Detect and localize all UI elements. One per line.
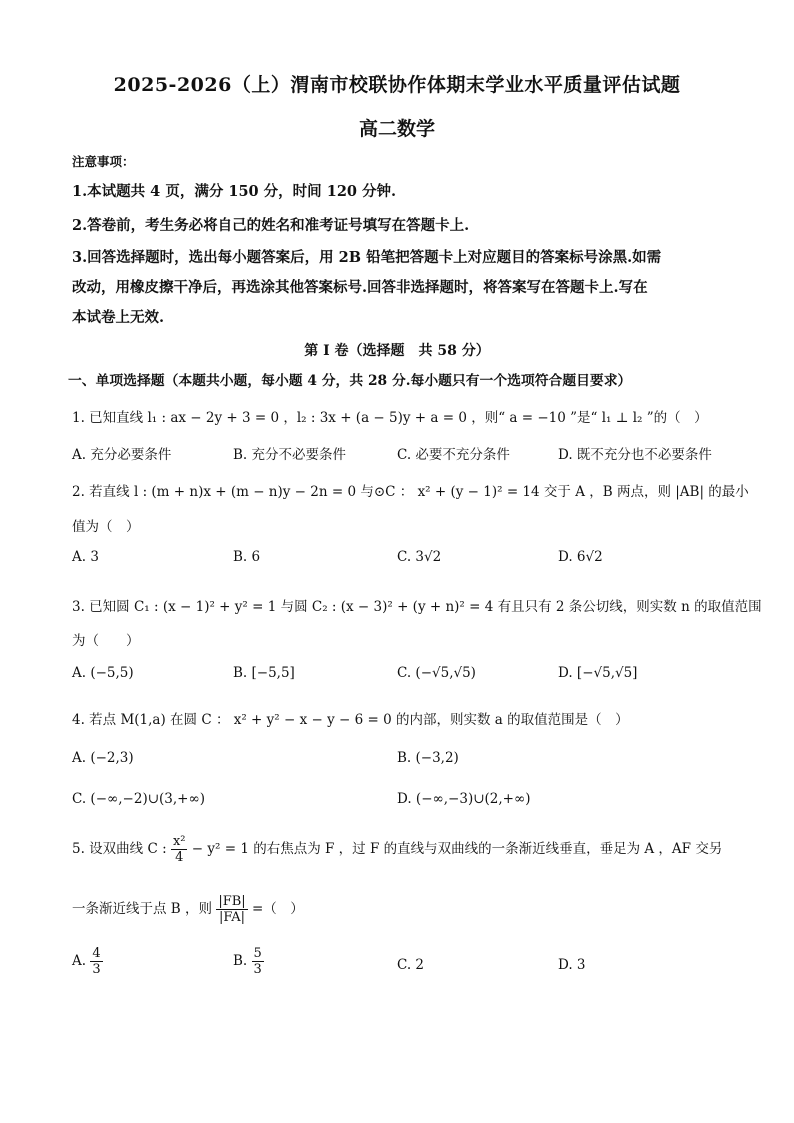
option-b-fraction (252, 946, 264, 977)
fraction-numerator: |FB| (218, 894, 246, 909)
option-label: B. (233, 953, 248, 969)
question-3-option-c: C. (−√5,√5) (397, 665, 476, 681)
fraction-numerator: 5 (253, 946, 262, 961)
question-5-option-b (233, 946, 264, 977)
question-5-stem-prefix: 5. 设双曲线 C : (72, 841, 167, 857)
question-5-fraction-fb-over-fa (216, 894, 247, 925)
question-3-option-d: D. [−√5,√5] (558, 665, 638, 681)
question-2-stem-line-1: 2. 若直线 l : (m + n)x + (m − n)y − 2n = 0 与⊙C ： x² + (y − 1)² = 14 交于 A ，B 两点，则 |AB| 的最小 (72, 484, 749, 500)
notice-item-2: 2.答卷前，考生务必将自己的姓名和准考证号填写在答题卡上. (72, 217, 470, 234)
fraction-numerator: x² (172, 834, 186, 849)
question-3-option-a: A. (−5,5) (72, 665, 134, 681)
question-1-option-b: B. 充分不必要条件 (233, 447, 347, 463)
fraction-denominator: 3 (253, 962, 262, 977)
exam-title: 2025-2026（上）渭南市校联协作体期末学业水平质量评估试题 (113, 74, 681, 96)
question-2-option-c: C. 3√2 (397, 549, 442, 565)
question-1-stem: 1. 已知直线 l₁ : ax − 2y + 3 = 0 ，l₂ : 3x + (a − 5)y + a = 0 ，则“ a = −10 ”是“ l₁ ⊥ l₂ ”的（ ） (72, 410, 708, 426)
question-5-option-d: D. 3 (558, 957, 586, 973)
question-1-option-a: A. 充分必要条件 (72, 447, 172, 463)
exam-subtitle: 高二数学 (358, 118, 435, 140)
part-one-title: 一、单项选择题（本题共小题，每小题 4 分，共 28 分.每小题只有一个选项符合题目要求） (68, 373, 632, 389)
question-3-stem-line-2: 为（ ） (72, 633, 140, 649)
question-5-option-a (72, 946, 103, 977)
notice-heading: 注意事项： (72, 154, 135, 169)
notice-item-1: 1.本试题共 4 页，满分 150 分，时间 120 分钟. (72, 183, 397, 200)
notice-item-3-line-3: 本试卷上无效. (72, 309, 165, 326)
question-1-option-c: C. 必要不充分条件 (397, 447, 510, 463)
question-3-option-b: B. [−5,5] (233, 665, 295, 681)
option-label: A. (72, 953, 87, 969)
question-4-option-c: C. (−∞,−2)∪(3,+∞) (72, 791, 205, 807)
fraction-numerator: 4 (92, 946, 101, 961)
question-5-stem-line-1 (72, 834, 722, 865)
question-2-option-b: B. 6 (233, 549, 261, 565)
fraction-denominator: 3 (92, 962, 101, 977)
volume-title: 第 I 卷（选择题 共 58 分） (304, 343, 490, 359)
question-5-option-c: C. 2 (397, 957, 425, 973)
question-5-stem-line-2 (72, 894, 304, 925)
question-4-stem: 4. 若点 M(1,a) 在圆 C ： x² + y² − x − y − 6 = 0 的内部，则实数 a 的取值范围是（ ） (72, 712, 629, 728)
question-5-stem-suffix: − y² = 1 的右焦点为 F ，过 F 的直线与双曲线的一条渐近线垂直，垂足为 A ，AF 交另 (191, 841, 723, 857)
fraction-denominator: 4 (175, 850, 184, 865)
question-2-stem-line-2: 值为（ ） (72, 519, 140, 535)
question-5-fraction-x-squared-over-4 (171, 834, 188, 865)
question-2-option-a: A. 3 (72, 549, 99, 565)
question-3-stem-line-1: 3. 已知圆 C₁ : (x − 1)² + y² = 1 与圆 C₂ : (x − 3)² + (y + n)² = 4 有且只有 2 条公切线，则实数 n 的取值范围 (72, 599, 762, 615)
question-4-option-b: B. (−3,2) (397, 750, 459, 766)
question-2-option-d: D. 6√2 (558, 549, 603, 565)
option-a-fraction (90, 946, 102, 977)
question-5-stem-line-2-prefix: 一条渐近线于点 B ，则 (72, 901, 213, 917)
question-5-stem-line-2-suffix: =（ ） (251, 901, 304, 917)
notice-item-3-line-2: 改动，用橡皮擦干净后，再选涂其他答案标号.回答非选择题时，将答案写在答题卡上.写在 (72, 279, 648, 296)
question-4-option-d: D. (−∞,−3)∪(2,+∞) (397, 791, 531, 807)
notice-item-3-line-1: 3.回答选择题时，选出每小题答案后，用 2B 铅笔把答题卡上对应题目的答案标号涂黑.如需 (72, 249, 662, 266)
question-1-option-d: D. 既不充分也不必要条件 (558, 447, 712, 463)
question-4-option-a: A. (−2,3) (72, 750, 134, 766)
fraction-denominator: |FA| (218, 910, 245, 925)
